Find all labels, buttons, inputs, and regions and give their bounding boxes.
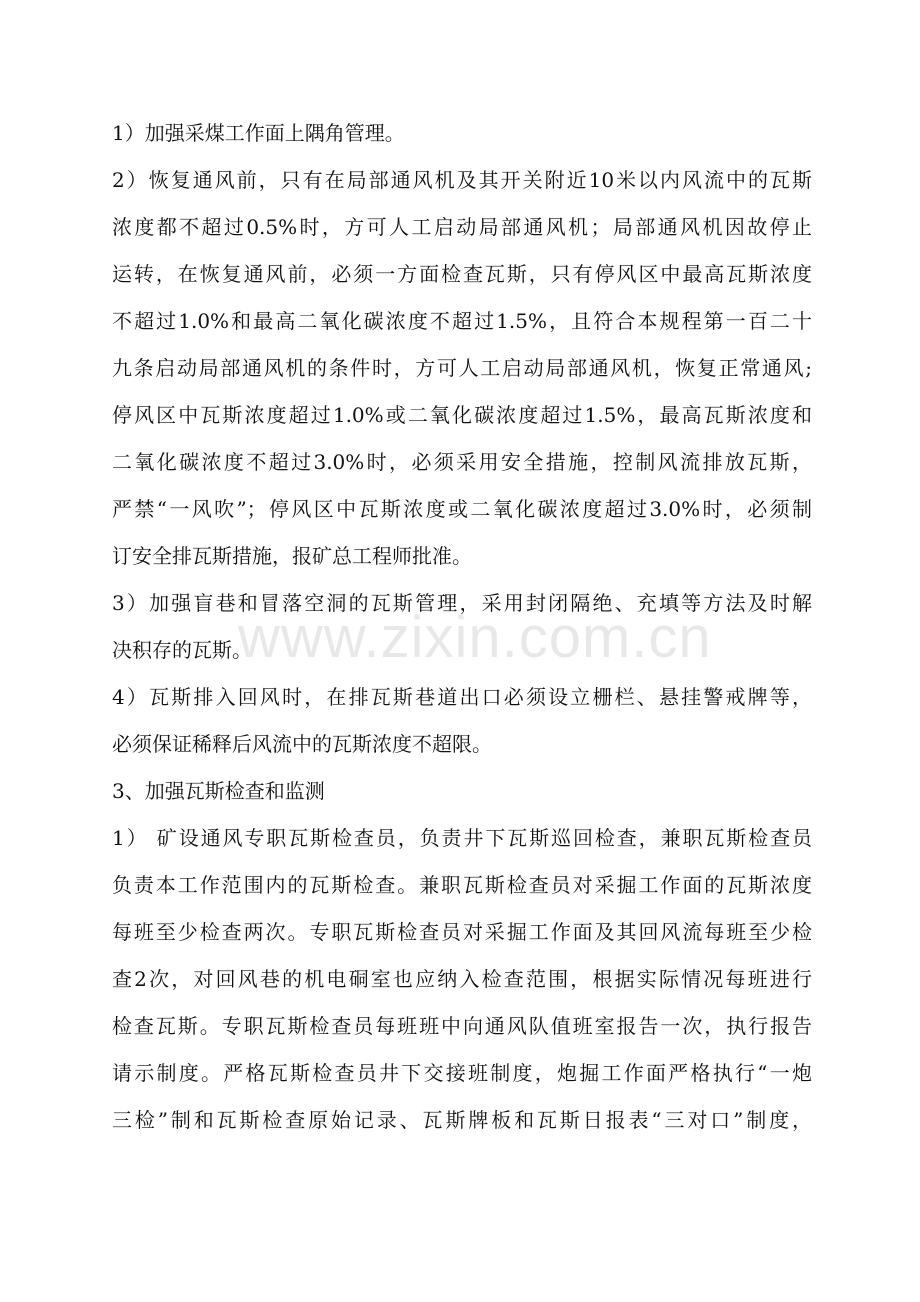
text-line: 决积存的瓦斯。 [112, 638, 252, 662]
text-line: 订安全排瓦斯措施，报矿总工程师批准。 [112, 544, 472, 568]
text-line: 必须保证稀释后风流中的瓦斯浓度不超限。 [112, 732, 492, 756]
text-line: 二氧化碳浓度不超过3.0%时，必须采用安全措施，控制风流排放瓦斯， [112, 450, 812, 474]
text-line: 1）加强采煤工作面上隅角管理。 [112, 121, 405, 145]
text-line: 3）加强盲巷和冒落空洞的瓦斯管理，采用封闭隔绝、充填等方法及时解 [112, 591, 812, 615]
text-line: 2）恢复通风前，只有在局部通风机及其开关附近10米以内风流中的瓦斯 [112, 168, 812, 192]
text-line: 4）瓦斯排入回风时，在排瓦斯巷道出口必须设立栅栏、悬挂警戒牌等， [112, 685, 812, 709]
text-line: 负责本工作范围内的瓦斯检查。兼职瓦斯检查员对采掘工作面的瓦斯浓度 [112, 873, 812, 897]
text-line: 九条启动局部通风机的条件时，方可人工启动局部通风机，恢复正常通风; [112, 356, 812, 380]
text-line: 1） 矿设通风专职瓦斯检查员，负责井下瓦斯巡回检查，兼职瓦斯检查员 [112, 826, 812, 850]
watermark: www.zixin.com.cn [238, 605, 712, 670]
text-line: 严禁“一风吹”；停风区中瓦斯浓度或二氧化碳浓度超过3.0%时，必须制 [112, 497, 812, 521]
text-line: 运转，在恢复通风前，必须一方面检查瓦斯，只有停风区中最高瓦斯浓度 [112, 262, 812, 286]
text-line: 检查瓦斯。专职瓦斯检查员每班班中向通风队值班室报告一次，执行报告 [112, 1014, 812, 1038]
text-line: 查2次，对回风巷的机电硐室也应纳入检查范围，根据实际情况每班进行 [112, 967, 812, 991]
text-line: 浓度都不超过0.5%时，方可人工启动局部通风机；局部通风机因故停止 [112, 215, 812, 239]
text-line: 停风区中瓦斯浓度超过1.0%或二氧化碳浓度超过1.5%，最高瓦斯浓度和 [112, 403, 812, 427]
text-line: 请示制度。严格瓦斯检查员井下交接班制度，炮掘工作面严格执行“一炮 [112, 1061, 812, 1085]
text-line: 三检”制和瓦斯检查原始记录、瓦斯牌板和瓦斯日报表“三对口”制度， [112, 1108, 812, 1132]
text-line: 不超过1.0%和最高二氧化碳浓度不超过1.5%，且符合本规程第一百二十 [112, 309, 812, 333]
section-heading: 3、加强瓦斯检查和监测 [112, 779, 325, 803]
text-line: 每班至少检查两次。专职瓦斯检查员对采掘工作面及其回风流每班至少检 [112, 920, 812, 944]
